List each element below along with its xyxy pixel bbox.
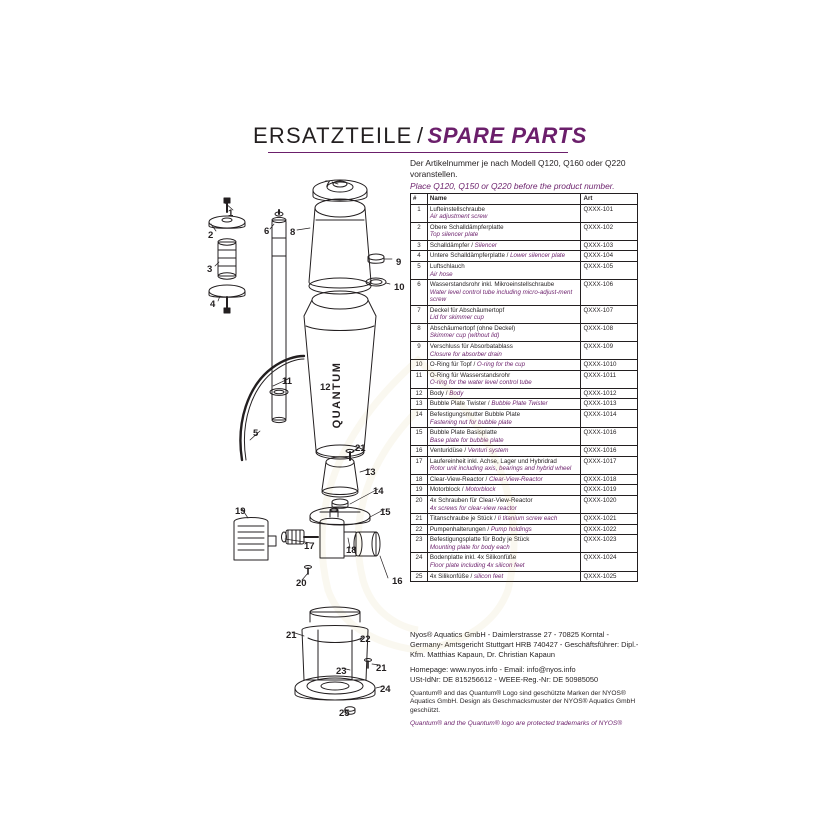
part-name-en: Motorblock [465,486,496,494]
footer-trademark-de: Quantum® and das Quantum® Logo sind geschützte Marken der NYOS® Aquatics GmbH. Design als Geschmacksmuster der NYOS® Aquatics GmbH geschützt. [410,689,636,715]
part-article-number: QXXX-1019 [581,485,638,496]
part-number: 8 [411,323,428,341]
part-number: 6 [411,280,428,306]
part-article-number: QXXX-104 [581,251,638,262]
part-name-en: Clear-View-Reactor [488,475,543,483]
part-article-number: QXXX-1016 [581,446,638,457]
title-english: SPARE PARTS [427,123,587,148]
part-name [427,251,581,262]
callout-number: 12 [320,382,331,393]
table-row [411,222,638,240]
title-separator: / [416,123,424,148]
part-name [427,388,581,399]
table-row [411,323,638,341]
table-row [411,456,638,474]
footer-trademark-en: Quantum® and the Quantum® logo are protected trademarks of NYOS® [410,719,623,727]
part-article-number: QXXX-101 [581,204,638,222]
table-row [411,428,638,446]
part-number: 3 [411,240,428,251]
parts-table [410,193,638,582]
name-separator: / [504,252,511,260]
callout-number: 13 [365,467,376,478]
part-name-en: Body [449,389,464,397]
header-name: Name [427,194,581,205]
part-article-number: QXXX-1014 [581,409,638,427]
part-name [427,399,581,410]
part-number: 10 [411,360,428,371]
part-name-en: Pump holdings [490,525,532,533]
part-name-en: O-ring for the cup [476,361,526,369]
part-name-de: Lufteinstellschraube [429,205,485,213]
part-number: 13 [411,399,428,410]
skimmer-line-art [180,160,420,720]
table-row [411,553,638,571]
part-titanium-screw-lower [365,659,372,669]
part-article-number: QXXX-109 [581,342,638,360]
part-name-en: Base plate for bubble plate [429,436,504,444]
callout-number: 10 [394,282,405,293]
part-oring-cup [366,278,386,286]
part-article-number: QXXX-102 [581,222,638,240]
part-name-de: Befestigungsmutter Bubble Plate [429,410,521,418]
part-name-en: silicon feet [473,572,504,580]
name-separator: / [471,361,477,369]
table-row [411,571,638,582]
part-name-de: O-Ring für Topf [429,361,472,369]
part-article-number: QXXX-1013 [581,399,638,410]
part-name-en: Lid for skimmer cup [429,314,484,322]
part-name [427,485,581,496]
part-skimmer-cup [309,199,371,294]
part-name-de: Venturidüse [429,447,463,455]
table-row [411,280,638,306]
part-number: 23 [411,535,428,553]
part-name-en: Venturi system [467,447,509,455]
part-name [427,261,581,279]
part-name-de: Untere Schalldämpferplatte [429,252,505,260]
part-number: 2 [411,222,428,240]
parts-table-body [411,204,638,582]
callout-number: 11 [282,376,293,387]
part-name-de: Body [429,389,445,397]
part-name-en: Silencer [474,241,497,249]
callout-number: 3 [207,264,213,275]
part-number: 25 [411,571,428,582]
part-number: 9 [411,342,428,360]
table-row [411,204,638,222]
part-name-de: Obere Schalldämpferplatte [429,223,504,231]
part-article-number: QXXX-108 [581,323,638,341]
table-row [411,496,638,514]
part-name-de: Bubble Plate Basisplatte [429,429,497,437]
part-name [427,524,581,535]
header-art: Art [581,194,638,205]
callout-number: 5 [253,428,259,439]
part-name-en: Air adjustment screw [429,213,488,221]
table-header-row [411,194,638,205]
footer-vat: USt-IdNr: DE 815256612 - WEEE-Reg.-Nr: DE 50985050 [410,674,599,684]
table-row [411,474,638,485]
callout-number: 21 [376,663,387,674]
part-article-number: QXXX-106 [581,280,638,306]
callout-number: 6 [264,226,270,237]
part-number: 12 [411,388,428,399]
part-name-en: Bubble Plate Twister [491,400,548,408]
table-row [411,370,638,388]
part-name-de: Clear-View-Reactor [429,475,484,483]
part-name [427,204,581,222]
part-name-de: Deckel für Abschäumertopf [429,306,505,314]
callout-number: 9 [396,257,402,268]
part-skimmer-cup-lid [313,180,367,201]
part-number: 1 [411,204,428,222]
part-name [427,553,581,571]
part-name [427,496,581,514]
part-name-en: Fastening nut for bubble plate [429,418,512,426]
name-separator: / [483,475,489,483]
part-name-en: Rotor unit including axis, bearings and hybrid wheel [429,465,572,473]
table-row [411,514,638,525]
name-separator: / [444,389,450,397]
part-name-en: Closure for absorber drain [429,350,502,358]
part-name-de: Pumpenhalterungen [429,525,486,533]
table-row [411,409,638,427]
part-name-de: Abschäumertopf (ohne Deckel) [429,324,516,332]
part-number: 19 [411,485,428,496]
part-name-en: Skimmer cup (without lid) [429,332,500,340]
part-number: 20 [411,496,428,514]
name-separator: / [485,525,491,533]
note-german: Der Artikelnummer je nach Modell Q120, Q160 oder Q220 voranstellen. [410,158,626,180]
table-row [411,251,638,262]
table-row [411,360,638,371]
part-name [427,428,581,446]
part-name-en: Top silencer plate [429,231,479,239]
callout-number: 16 [392,576,403,587]
part-number: 16 [411,446,428,457]
part-name [427,456,581,474]
part-top-silencer-plate [209,216,245,228]
part-name-en: Water level control tube including micro-adjust-ment screw [429,288,573,304]
part-name-de: Verschluss für Absorbatablass [429,343,513,350]
part-name-de: 4x Silikonfüße [429,572,469,580]
exploded-view-drawing [180,160,420,720]
part-name [427,514,581,525]
part-name [427,409,581,427]
part-bubble-plate-base [310,507,370,525]
part-article-number: QXXX-1022 [581,524,638,535]
callout-number: 15 [380,507,391,518]
part-silencer [218,239,236,279]
part-name [427,323,581,341]
footer-homepage: Homepage: www.nyos.info - Email: info@nyos.info [410,664,576,674]
table-row [411,399,638,410]
part-number: 11 [411,370,428,388]
callout-number: 8 [290,227,296,238]
callout-number: 23 [336,666,347,677]
part-name [427,342,581,360]
part-name-de: Wasserstandsrohr inkl. Mikroeinstellschraube [429,281,555,289]
table-row [411,305,638,323]
name-separator: / [462,447,468,455]
part-name [427,446,581,457]
part-number: 22 [411,524,428,535]
part-pump-holdings [302,607,368,680]
part-name-en: Ii titanium screw each [497,515,558,523]
callout-number: 1 [228,208,234,219]
part-name [427,360,581,371]
part-article-number: QXXX-105 [581,261,638,279]
part-name-en: 4x screws for clear-view reactor [429,504,517,512]
part-article-number: QXXX-107 [581,305,638,323]
table-row [411,485,638,496]
part-number: 15 [411,428,428,446]
table-row [411,535,638,553]
part-name-de: Bodenplatte inkl. 4x Silikonfüße [429,554,517,562]
table-row [411,261,638,279]
callout-number: 2 [208,230,214,241]
part-number: 4 [411,251,428,262]
part-name-en: Floor plate including 4x silicon feet [429,561,525,569]
name-separator: / [468,572,474,580]
part-article-number: QXXX-103 [581,240,638,251]
part-number: 5 [411,261,428,279]
part-name [427,370,581,388]
part-name-de: Motorblock [429,486,461,494]
part-name-de: Laufereinheit inkl. Achse, Lager und Hybridrad [429,457,557,465]
callout-number: 4 [210,299,216,310]
company-footer [410,630,642,730]
part-name-de: Bubble Plate Twister [429,400,487,408]
part-number: 17 [411,456,428,474]
title-underline [268,152,568,153]
part-number: 14 [411,409,428,427]
part-article-number: QXXX-1023 [581,535,638,553]
callout-number: 17 [304,541,315,552]
part-oring-water-tube [270,389,288,396]
footer-address: Nyos® Aquatics GmbH - Daimlerstrasse 27 - 70825 Korntal - Germany- Amtsgericht Stuttgart HRB 740427 - Geschäftsführer: Dipl.-Kfm. Matthias Kapaun, Dr. Christian Kapaun [410,630,639,659]
callout-number: 19 [235,506,246,517]
table-row [411,342,638,360]
part-name-en: Air hose [429,270,453,278]
part-article-number: QXXX-1020 [581,496,638,514]
callout-number: 14 [373,486,384,497]
part-number: 21 [411,514,428,525]
callout-number: 25 [339,708,350,719]
part-article-number: QXXX-1018 [581,474,638,485]
part-article-number: QXXX-1021 [581,514,638,525]
callout-number: 21 [355,443,366,454]
part-article-number: QXXX-1025 [581,571,638,582]
table-row [411,524,638,535]
callout-number: 22 [360,634,371,645]
table-row [411,240,638,251]
callout-number: 24 [380,684,391,695]
page-title [120,123,720,153]
part-name [427,305,581,323]
part-absorber-drain-closure [368,254,384,263]
part-article-number: QXXX-1024 [581,553,638,571]
part-bubble-plate-twister [322,457,358,497]
part-name [427,280,581,306]
name-separator: / [486,400,492,408]
part-name-de: O-Ring für Wasserstandsrohr [429,371,511,379]
part-name-en: O-ring for the water level control tube [429,379,532,387]
part-name [427,474,581,485]
part-name-de: Titanschraube je Stück [429,515,493,523]
table-row [411,388,638,399]
body-brand-text: QUANTUM [331,361,343,429]
part-name-de: Schalldämpfer [429,241,470,249]
note-english: Place Q120, Q150 or Q220 before the product number. [410,181,615,192]
part-name-de: Befestigungsplatte für Body je Stück [429,536,530,544]
part-name-de: 4x Schrauben für Clear-View-Reactor [429,497,533,504]
part-name [427,535,581,553]
part-article-number: QXXX-1010 [581,360,638,371]
part-article-number: QXXX-1011 [581,370,638,388]
part-name [427,222,581,240]
callout-number: 7 [325,179,331,190]
callout-number: 21 [286,630,297,641]
part-article-number: QXXX-1016 [581,428,638,446]
part-article-number: QXXX-1017 [581,456,638,474]
name-separator: / [460,486,466,494]
part-name-en: Lower silencer plate [510,252,566,260]
part-name-en: Mounting plate for body each [429,543,510,551]
part-number: 24 [411,553,428,571]
part-name-de: Luftschlauch [429,262,465,270]
part-name [427,240,581,251]
part-number: 18 [411,474,428,485]
part-water-level-control-tube [272,210,286,423]
part-number: 7 [411,305,428,323]
part-name [427,571,581,582]
callout-number: 20 [296,578,307,589]
name-separator: / [492,515,498,523]
model-prefix-note [410,158,638,192]
name-separator: / [469,241,475,249]
part-article-number: QXXX-1012 [581,388,638,399]
part-motorblock [234,518,276,561]
header-num: # [411,194,428,205]
table-row [411,446,638,457]
callout-number: 18 [346,545,357,556]
title-german: ERSATZTEILE [253,123,413,148]
